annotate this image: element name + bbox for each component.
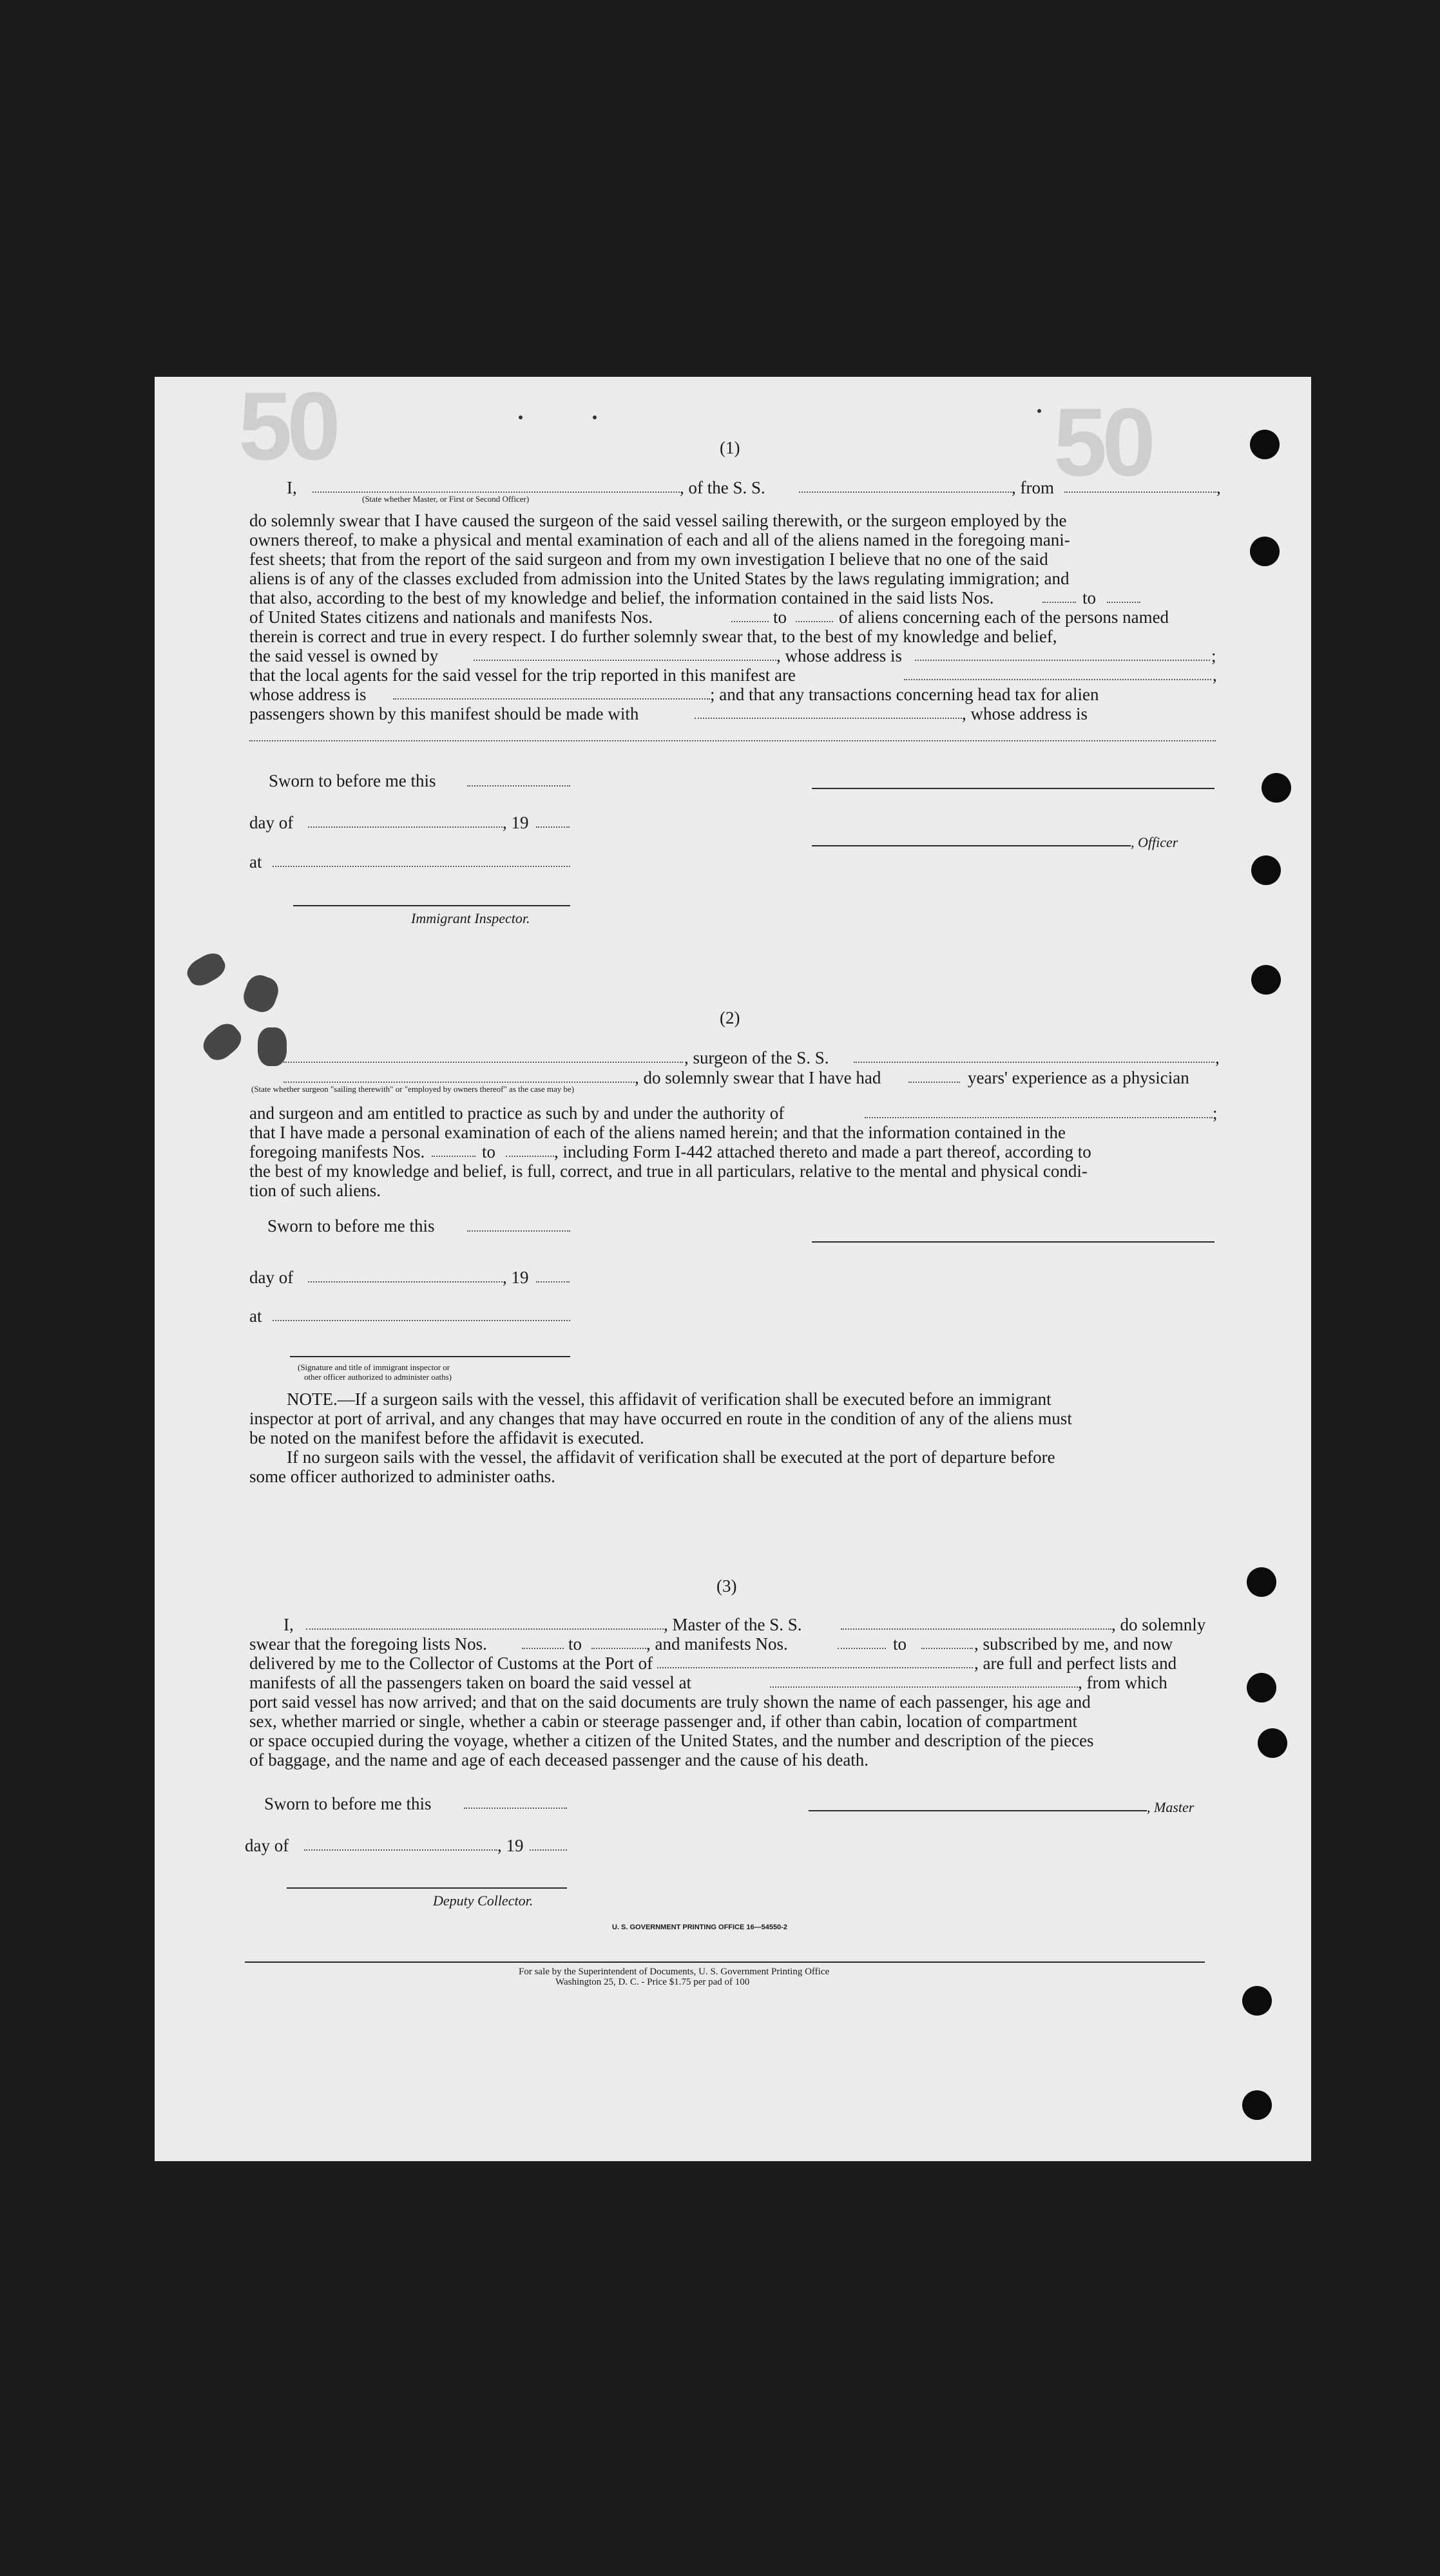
- binder-hole: [1250, 537, 1280, 566]
- s3-sworn-label: Sworn to before me this: [264, 1794, 432, 1813]
- form-page: [155, 372, 1311, 2161]
- s1-paragraph: aliens is of any of the classes excluded from admission into the United States by the laws regulating immigration; and: [249, 569, 1070, 588]
- section-3-heading: (3): [716, 1576, 737, 1596]
- s3-ship-name-field[interactable]: [841, 1628, 1111, 1630]
- s3-embarkation-port-field[interactable]: [770, 1686, 1078, 1688]
- s2-paragraph: ;: [1213, 1103, 1218, 1123]
- section-1-heading: (1): [720, 438, 740, 457]
- surgeon-status-field[interactable]: [283, 1082, 635, 1083]
- binder-hole: [1262, 773, 1291, 803]
- s2-signature-caption: (Signature and title of immigrant inspector or: [298, 1362, 450, 1372]
- speck: [593, 415, 597, 419]
- s1-inspector-caption: Immigrant Inspector.: [411, 910, 530, 926]
- section-2-heading: (2): [720, 1008, 740, 1027]
- s3-text: I,: [283, 1615, 294, 1634]
- s3-paragraph: , and manifests Nos.: [646, 1634, 788, 1654]
- s1-place-field[interactable]: [273, 866, 570, 867]
- s3-day-label: day of: [245, 1836, 289, 1855]
- s1-text: , of the S. S.: [680, 478, 765, 497]
- stamp-number-right: 50: [1053, 388, 1151, 496]
- s2-signature-line[interactable]: [812, 1241, 1214, 1243]
- s2-note: be noted on the manifest before the affidavit is executed.: [249, 1428, 644, 1447]
- s3-text: , do solemnly: [1111, 1615, 1206, 1634]
- s3-master-name-field[interactable]: [306, 1628, 664, 1630]
- s1-paragraph: of aliens concerning each of the persons named: [839, 607, 1169, 627]
- s1-paragraph: , whose address is: [962, 704, 1088, 723]
- s3-list-to-field[interactable]: [591, 1648, 646, 1649]
- s1-paragraph: , whose address is: [776, 646, 902, 665]
- s3-paragraph: , from which: [1078, 1673, 1167, 1692]
- binder-hole: [1250, 430, 1280, 459]
- s2-text: years' experience as a physician: [968, 1068, 1189, 1087]
- binder-hole: [1242, 2090, 1272, 2120]
- s1-sworn-day-field[interactable]: [467, 785, 570, 787]
- s2-place-field[interactable]: [273, 1320, 570, 1321]
- s3-paragraph: , subscribed by me, and now: [974, 1634, 1173, 1654]
- s3-paragraph: swear that the foregoing lists Nos.: [249, 1634, 487, 1654]
- s3-paragraph: sex, whether married or single, whether a cabin or steerage passenger and, if other than cabin, location of compartment: [249, 1712, 1078, 1731]
- binder-hole: [1251, 855, 1281, 885]
- s2-note: some officer authorized to administer oaths.: [249, 1467, 555, 1486]
- s3-deputy-caption: Deputy Collector.: [433, 1893, 533, 1909]
- surgeon-name-field[interactable]: [283, 1062, 683, 1063]
- binder-hole: [1242, 1986, 1272, 2016]
- footer-sale-line: Washington 25, D. C. - Price $1.75 per pad of 100: [555, 1977, 750, 1987]
- master-name-field[interactable]: [312, 491, 680, 493]
- s1-text: ,: [1216, 478, 1221, 497]
- ink-smudge: [258, 1027, 287, 1066]
- practice-authority-field[interactable]: [865, 1117, 1213, 1118]
- local-agents-field[interactable]: [904, 679, 1211, 680]
- s2-field-note: (State whether surgeon "sailing therewith" or "employed by owners thereof" as the case may be): [251, 1084, 575, 1094]
- s1-inspector-signature-line[interactable]: [293, 905, 570, 906]
- s1-paragraph: that the local agents for the said vessel for the trip reported in this manifest are: [249, 665, 796, 685]
- owner-field[interactable]: [474, 660, 776, 661]
- s1-day-label: day of: [249, 813, 294, 832]
- s3-deputy-signature-line[interactable]: [287, 1887, 567, 1889]
- footer-rule: [245, 1961, 1205, 1963]
- footer-sale-line: For sale by the Superintendent of Documents, U. S. Government Printing Office: [519, 1967, 830, 1977]
- ink-smudge: [198, 1018, 247, 1065]
- s1-paragraph: do solemnly swear that I have caused the surgeon of the said vessel sailing therewith, or the surgeon employed by the: [249, 511, 1067, 530]
- s1-year-field[interactable]: [536, 826, 570, 828]
- s2-signature-caption: other officer authorized to administer oaths): [304, 1372, 452, 1382]
- owner-address-field[interactable]: [915, 660, 1210, 661]
- s3-paragraph: to: [568, 1634, 582, 1654]
- s2-text: ,: [1215, 1048, 1220, 1067]
- s2-text: , do solemnly swear that I have had: [635, 1068, 881, 1087]
- s3-master-signature-line[interactable]: [809, 1810, 1147, 1811]
- s2-note: inspector at port of arrival, and any changes that may have occurred en route in the condition of any of the aliens must: [249, 1409, 1072, 1428]
- s3-manifest-from-field[interactable]: [838, 1648, 886, 1649]
- s2-day-label: day of: [249, 1268, 294, 1287]
- head-tax-address-field[interactable]: [249, 740, 1216, 741]
- stamp-number-left: 50: [238, 372, 336, 480]
- s1-signature-line[interactable]: [812, 788, 1214, 789]
- s2-year-label: , 19: [503, 1268, 529, 1287]
- head-tax-party-field[interactable]: [695, 718, 962, 719]
- s3-paragraph: of baggage, and the name and age of each deceased passenger and the cause of his death.: [249, 1750, 869, 1770]
- ink-smudge: [240, 971, 282, 1016]
- s2-note: If no surgeon sails with the vessel, the affidavit of verification shall be executed at the port of departure before: [287, 1447, 1055, 1467]
- s3-paragraph: delivered by me to the Collector of Customs at the Port of: [249, 1654, 653, 1673]
- s3-text: , Master of the S. S.: [664, 1615, 802, 1634]
- binder-hole: [1247, 1567, 1276, 1597]
- s2-sworn-label: Sworn to before me this: [267, 1216, 435, 1236]
- manifest-no-to-field[interactable]: [796, 621, 833, 622]
- ship-name-field[interactable]: [799, 491, 1012, 493]
- s1-sworn-label: Sworn to before me this: [269, 771, 436, 790]
- s1-at-label: at: [249, 852, 262, 872]
- s1-paragraph: the said vessel is owned by: [249, 646, 439, 665]
- s1-officer-caption: , Officer: [1131, 834, 1178, 850]
- s1-officer-line[interactable]: [812, 845, 1131, 846]
- years-experience-field[interactable]: [908, 1082, 960, 1083]
- s3-month-field[interactable]: [304, 1849, 497, 1851]
- s2-text: , surgeon of the S. S.: [684, 1048, 829, 1067]
- s1-paragraph: ; and that any transactions concerning head tax for alien: [710, 685, 1099, 704]
- speck: [1037, 409, 1041, 413]
- s2-month-field[interactable]: [308, 1281, 503, 1283]
- s1-paragraph: passengers shown by this manifest should be made with: [249, 704, 639, 723]
- s2-manifest-to-field[interactable]: [506, 1156, 554, 1157]
- s1-month-field[interactable]: [308, 826, 503, 828]
- s3-paragraph: manifests of all the passengers taken on board the said vessel at: [249, 1673, 692, 1692]
- s1-year-label: , 19: [503, 813, 529, 832]
- s2-paragraph: foregoing manifests Nos.: [249, 1142, 425, 1161]
- s3-list-from-field[interactable]: [522, 1648, 564, 1649]
- agents-address-field[interactable]: [393, 698, 710, 700]
- s1-paragraph: ;: [1211, 646, 1216, 665]
- s2-manifest-from-field[interactable]: [432, 1156, 475, 1157]
- s3-paragraph: port said vessel has now arrived; and that on the said documents are truly shown the name of each passenger, his age and: [249, 1692, 1091, 1712]
- s3-manifest-to-field[interactable]: [921, 1648, 973, 1649]
- binder-hole: [1251, 965, 1281, 995]
- s1-paragraph: fest sheets; that from the report of the said surgeon and from my own investigation I believe that no one of the said: [249, 549, 1048, 569]
- binder-hole: [1258, 1728, 1287, 1758]
- s2-at-label: at: [249, 1306, 262, 1326]
- s3-paragraph: , are full and perfect lists and: [974, 1654, 1177, 1673]
- s2-paragraph: and surgeon and am entitled to practice as such by and under the authority of: [249, 1103, 785, 1123]
- s1-field-note: (State whether Master, or First or Second Officer): [362, 494, 530, 504]
- s3-port-field[interactable]: [657, 1667, 973, 1668]
- departure-port-field[interactable]: [1064, 491, 1216, 493]
- s1-paragraph: that also, according to the best of my knowledge and belief, the information contained in the said lists Nos.: [249, 588, 994, 607]
- list-no-to-field[interactable]: [1107, 602, 1140, 603]
- printer-imprint: U. S. GOVERNMENT PRINTING OFFICE 16—54550-2: [612, 1923, 788, 1931]
- s1-paragraph: of United States citizens and nationals and manifests Nos.: [249, 607, 653, 627]
- ink-smudge: [183, 949, 229, 991]
- s2-paragraph: , including Form I-442 attached thereto and made a part thereof, according to: [554, 1142, 1091, 1161]
- speck: [519, 415, 523, 419]
- binder-hole: [1247, 1673, 1276, 1703]
- s3-sworn-day-field[interactable]: [464, 1808, 567, 1809]
- s3-year-label: , 19: [497, 1836, 524, 1855]
- s3-paragraph: to: [893, 1634, 907, 1654]
- s1-paragraph: to: [1082, 588, 1097, 607]
- s2-paragraph: tion of such aliens.: [249, 1181, 381, 1200]
- s2-paragraph: the best of my knowledge and belief, is full, correct, and true in all particulars, relative to the mental and physical condi-: [249, 1161, 1088, 1181]
- s2-ship-name-field[interactable]: [854, 1062, 1214, 1063]
- s2-note: NOTE.—If a surgeon sails with the vessel, this affidavit of verification shall be executed before an immigrant: [287, 1389, 1051, 1409]
- s3-paragraph: or space occupied during the voyage, whether a citizen of the United States, and the number and description of the pieces: [249, 1731, 1094, 1750]
- s1-paragraph: to: [773, 607, 787, 627]
- list-no-from-field[interactable]: [1042, 602, 1076, 603]
- s1-paragraph: whose address is: [249, 685, 367, 704]
- s1-paragraph: owners thereof, to make a physical and mental examination of each and all of the aliens named in the foregoing mani-: [249, 530, 1070, 549]
- s2-sworn-day-field[interactable]: [467, 1230, 570, 1232]
- s1-paragraph: therein is correct and true in every respect. I do further solemnly swear that, to the best of my knowledge and belief,: [249, 627, 1057, 646]
- s2-official-signature-line[interactable]: [290, 1356, 570, 1357]
- s2-paragraph: to: [482, 1142, 496, 1161]
- s1-text: , from: [1012, 478, 1054, 497]
- s3-year-field[interactable]: [530, 1849, 567, 1851]
- s1-text: I,: [287, 478, 297, 497]
- s2-year-field[interactable]: [536, 1281, 570, 1283]
- s1-paragraph: ,: [1213, 665, 1217, 685]
- s2-paragraph: that I have made a personal examination of each of the aliens named herein; and that the information contained in the: [249, 1123, 1066, 1142]
- s3-master-caption: , Master: [1147, 1799, 1195, 1815]
- manifest-no-from-field[interactable]: [731, 621, 769, 622]
